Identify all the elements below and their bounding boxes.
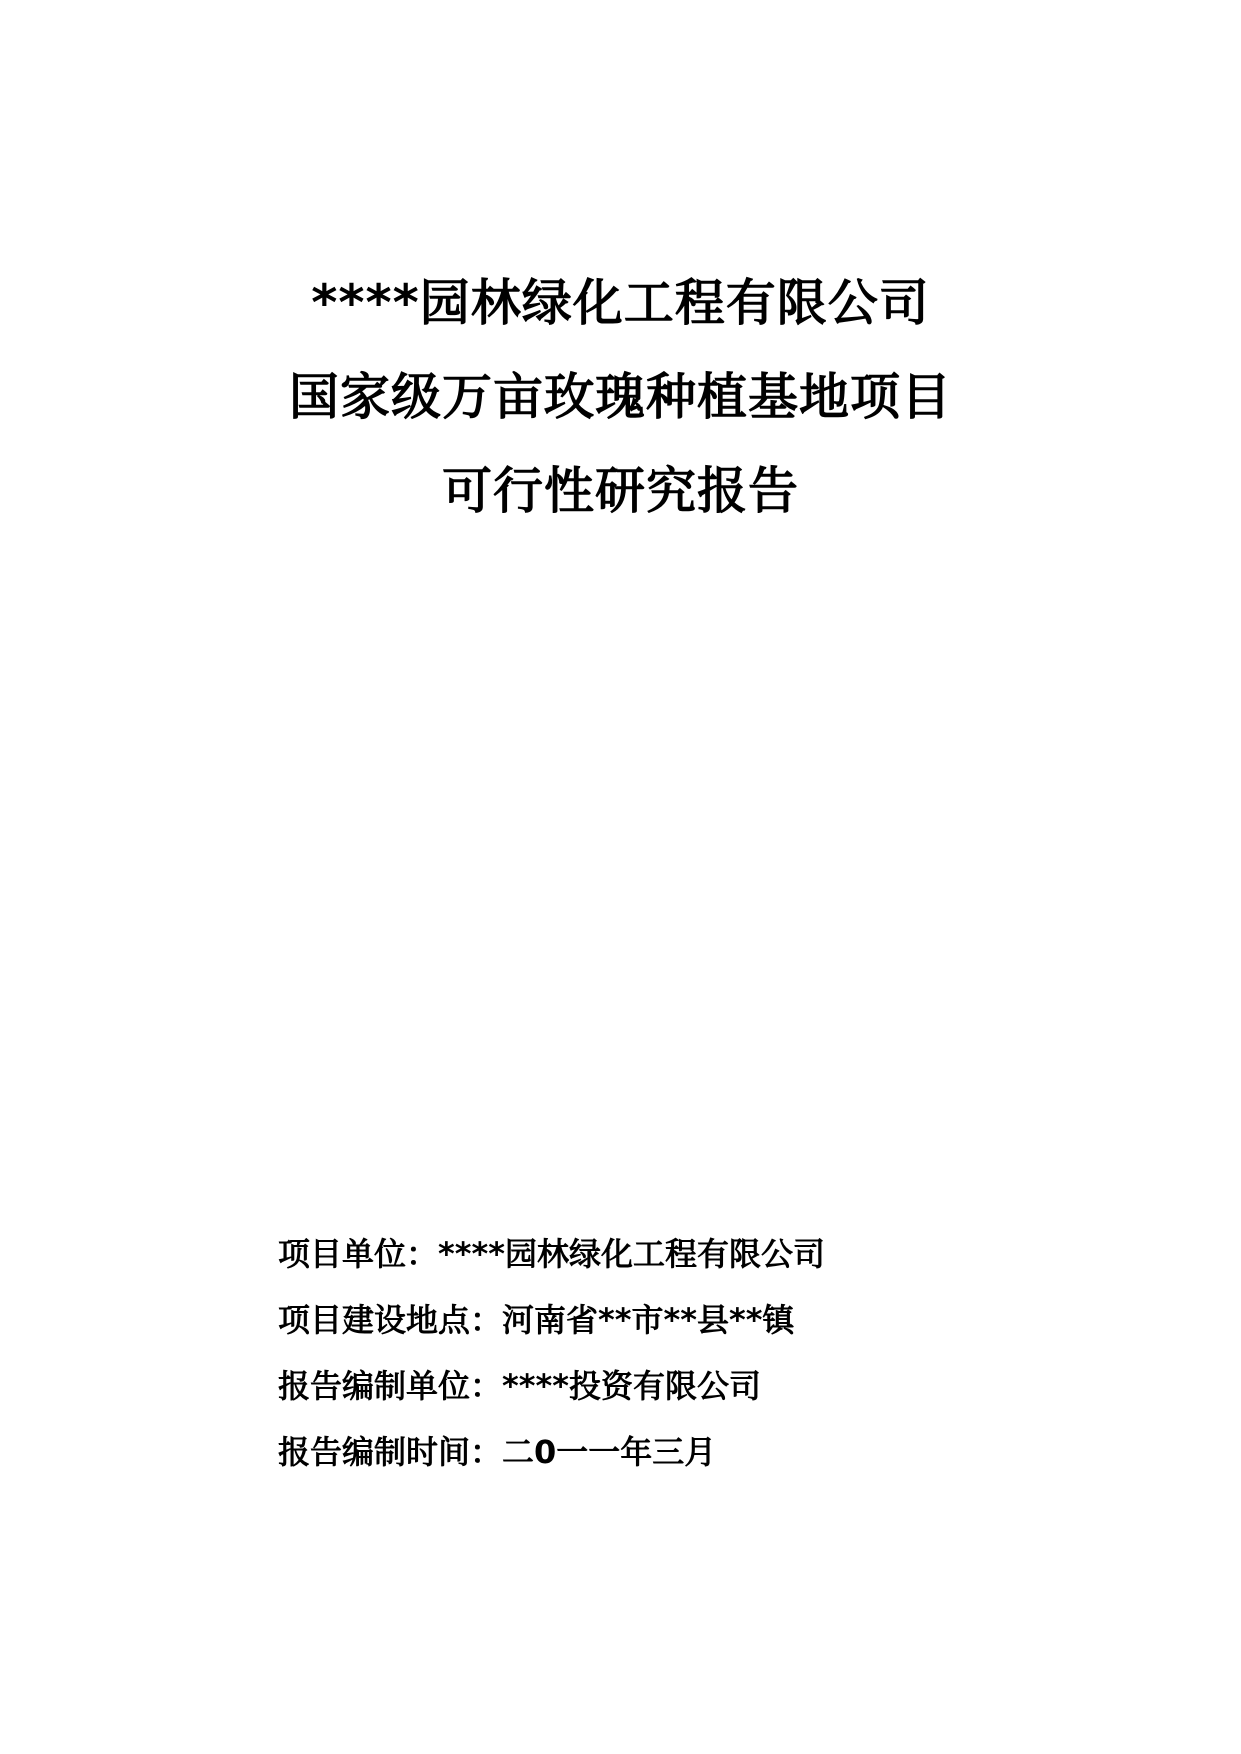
report-author-label: 报告编制单位：	[278, 1367, 503, 1405]
project-unit-value: ****园林绿化工程有限公司	[438, 1235, 825, 1273]
report-author-value: ****投资有限公司	[502, 1367, 761, 1405]
report-date-label: 报告编制时间：	[278, 1433, 503, 1471]
report-date-row	[278, 1434, 1178, 1470]
project-location-label: 项目建设地点：	[278, 1301, 503, 1339]
report-author-row	[278, 1368, 1178, 1404]
report-date-value: 二0一一年三月	[502, 1433, 717, 1471]
report-title	[0, 274, 1241, 520]
project-location-value: 河南省**市**县**镇	[502, 1301, 795, 1339]
report-info	[278, 1236, 1178, 1470]
project-location-row	[278, 1302, 1178, 1338]
project-unit-label: 项目单位：	[278, 1235, 439, 1273]
project-title: 国家级万亩玫瑰种植基地项目	[289, 368, 952, 426]
report-type-title: 可行性研究报告	[442, 462, 799, 520]
company-title: ****园林绿化工程有限公司	[311, 274, 930, 332]
project-unit-row	[278, 1236, 1178, 1272]
